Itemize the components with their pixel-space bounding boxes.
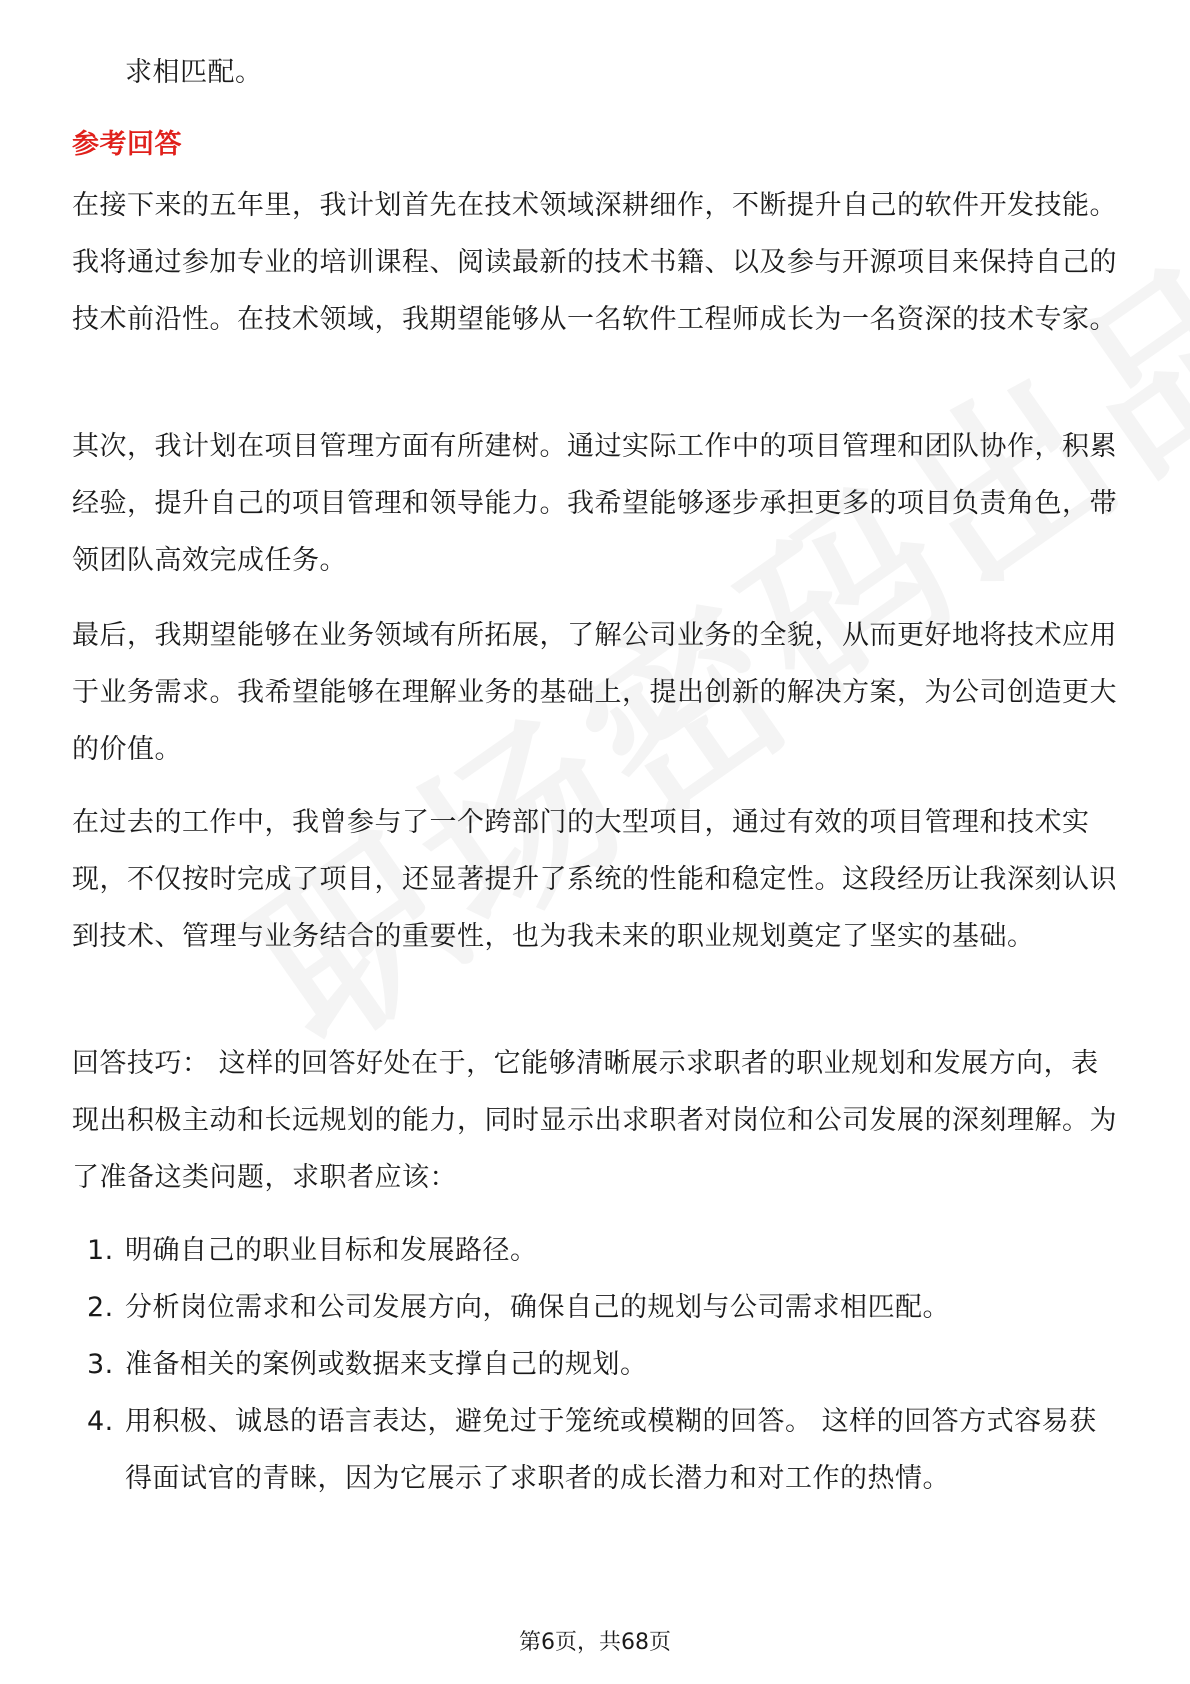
list-item-number: 1. [87, 1235, 114, 1266]
list-item-text: 用积极、诚恳的语言表达，避免过于笼统或模糊的回答。 这样的回答方式容易获得面试官的青睐，因为它展示了求职者的成长潜力和对工作的热情。 [125, 1406, 1097, 1494]
list-item-text: 明确自己的职业目标和发展路径。 [125, 1235, 538, 1266]
page-footer: 第6页，共68页 [519, 1630, 671, 1655]
continuation-text: 求相匹配。 [125, 57, 263, 88]
list-item [72, 1336, 1122, 1393]
list-item [72, 1222, 1122, 1279]
paragraph-2: 其次，我计划在项目管理方面有所建树。通过实际工作中的项目管理和团队协作，积累经验，提升自己的项目管理和领导能力。我希望能够逐步承担更多的项目负责角色，带领团队高效完成任务。 [72, 431, 1117, 576]
paragraph-1: 在接下来的五年里，我计划首先在技术领域深耕细作，不断提升自己的软件开发技能。我将通过参加专业的培训课程、阅读最新的技术书籍、以及参与开源项目来保持自己的技术前沿性。在技术领域，我期望能够从一名软件工程师成长为一名资深的技术专家。 [72, 190, 1117, 335]
list-item-number: 2. [87, 1292, 114, 1323]
list-item-text: 分析岗位需求和公司发展方向，确保自己的规划与公司需求相匹配。 [125, 1292, 950, 1323]
tips-list [72, 1222, 1122, 1507]
list-item-number: 3. [87, 1349, 114, 1380]
paragraph-3: 最后，我期望能够在业务领域有所拓展，了解公司业务的全貌，从而更好地将技术应用于业务需求。我希望能够在理解业务的基础上，提出创新的解决方案，为公司创造更大的价值。 [72, 620, 1117, 765]
list-item [72, 1279, 1122, 1336]
list-item-number: 4. [87, 1406, 114, 1437]
paragraph-4: 在过去的工作中，我曾参与了一个跨部门的大型项目，通过有效的项目管理和技术实现，不仅按时完成了项目，还显著提升了系统的性能和稳定性。这段经历让我深刻认识到技术、管理与业务结合的重要性，也为我未来的职业规划奠定了坚实的基础。 [72, 807, 1117, 952]
list-item [72, 1393, 1122, 1507]
answer-tips-paragraph: 回答技巧： 这样的回答好处在于，它能够清晰展示求职者的职业规划和发展方向，表现出积极主动和长远规划的能力，同时显示出求职者对岗位和公司发展的深刻理解。为了准备这类问题，求职者应该： [72, 1048, 1117, 1193]
list-item-text: 准备相关的案例或数据来支撑自己的规划。 [125, 1349, 648, 1380]
section-heading: 参考回答 [72, 129, 182, 160]
